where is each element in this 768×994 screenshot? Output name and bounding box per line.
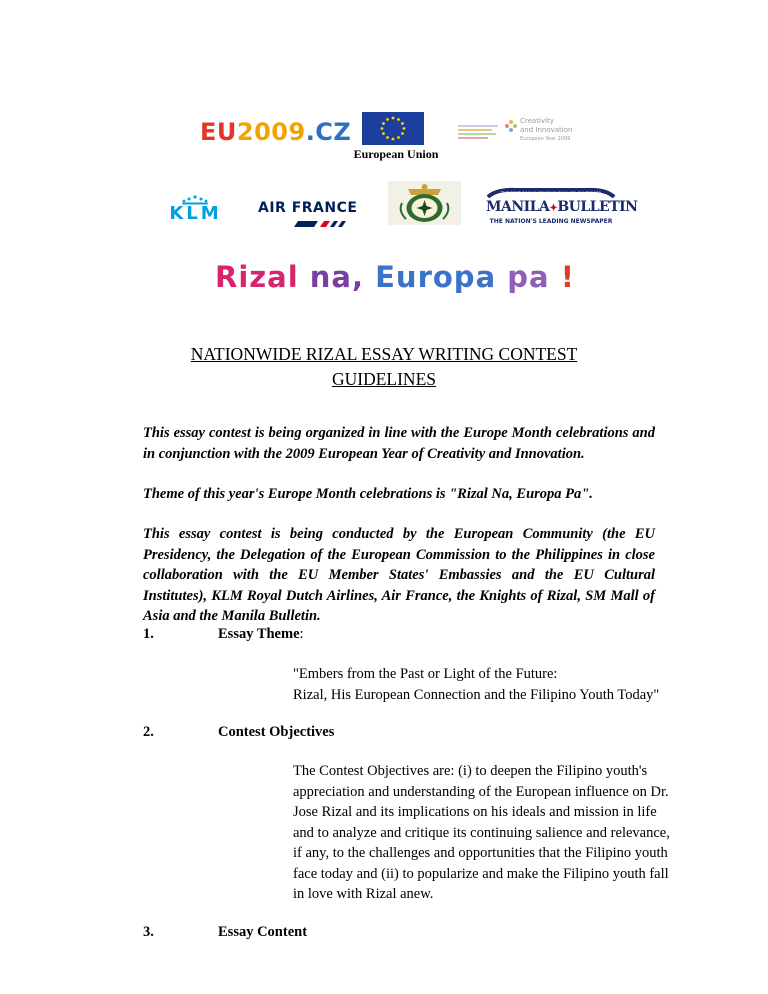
- air-france-logo: AIR FRANCE: [258, 200, 358, 230]
- eu-caption: European Union: [353, 147, 439, 161]
- section-1-number: 1.: [143, 626, 154, 642]
- section-3-heading: Essay Content: [218, 924, 308, 940]
- section-1-heading: Essay Theme:: [218, 626, 304, 642]
- cyi-stripes-icon: [456, 116, 504, 148]
- eu2009-logo: EU2009.CZ: [200, 118, 352, 146]
- intro-paragraph-3: This essay contest is being conducted by the European Community (the EU Presidency, the Delegation of the European Commission to the Philippines in close collaboration with the EU Member States' Embassies and the EU Cultural Institutes), KLM Royal Dutch Airlines, Air France, the Knights of Rizal, SM Mall of Asia and the Manila Bulletin.: [143, 526, 655, 624]
- section-2-number: 2.: [143, 724, 154, 740]
- klm-logo: KLM: [153, 195, 238, 219]
- svg-text:THE BEST OF PHILIPPINE JOURNAL: THE BEST OF PHILIPPINE JOURNALISM SINCE 1900: [500, 191, 602, 196]
- intro-paragraph-2: Theme of this year's Europe Month celebrations is "Rizal Na, Europa Pa".: [143, 486, 593, 502]
- section-2-body: The Contest Objectives are: (i) to deepen the Filipino youth's appreciation and understanding of the European influence on Dr. Jose Rizal and its implications on his ideals and mission in life and to analyze and critique its continuing salience and relevance, if any, to the challenges and opportunities that the Filipino youth face today and (ii) to popularize and make the Filipino youth fall in love with Rizal anew.: [293, 763, 670, 902]
- knights-of-rizal-seal-logo: [388, 181, 461, 225]
- document-title: NATIONWIDE RIZAL ESSAY WRITING CONTEST GUIDELINES: [190, 344, 578, 389]
- eu-flag-logo: [362, 112, 424, 145]
- section-3-number: 3.: [143, 924, 154, 940]
- intro-paragraph-1: This essay contest is being organized in line with the Europe Month celebrations and in conjunction with the 2009 European Year of Creativity and Innovation.: [143, 425, 655, 462]
- cyi-flower-icon: [504, 119, 518, 133]
- rizal-na-europa-pa-banner: Rizal na, Europa pa !: [215, 260, 575, 294]
- manila-bulletin-logo: THE BEST OF PHILIPPINE JOURNALISM SINCE 1900 MANILA✦BULLETIN THE NATION'S LEADING NEWSPAPER: [486, 187, 616, 229]
- section-2-heading: Contest Objectives: [218, 724, 335, 740]
- creativity-innovation-logo: Creativity and Innovation European Year 2009: [456, 116, 571, 148]
- air-france-stripes-icon: [294, 220, 354, 228]
- section-1-body: "Embers from the Past or Light of the Future: Rizal, His European Connection and the Filipino Youth Today": [293, 666, 660, 703]
